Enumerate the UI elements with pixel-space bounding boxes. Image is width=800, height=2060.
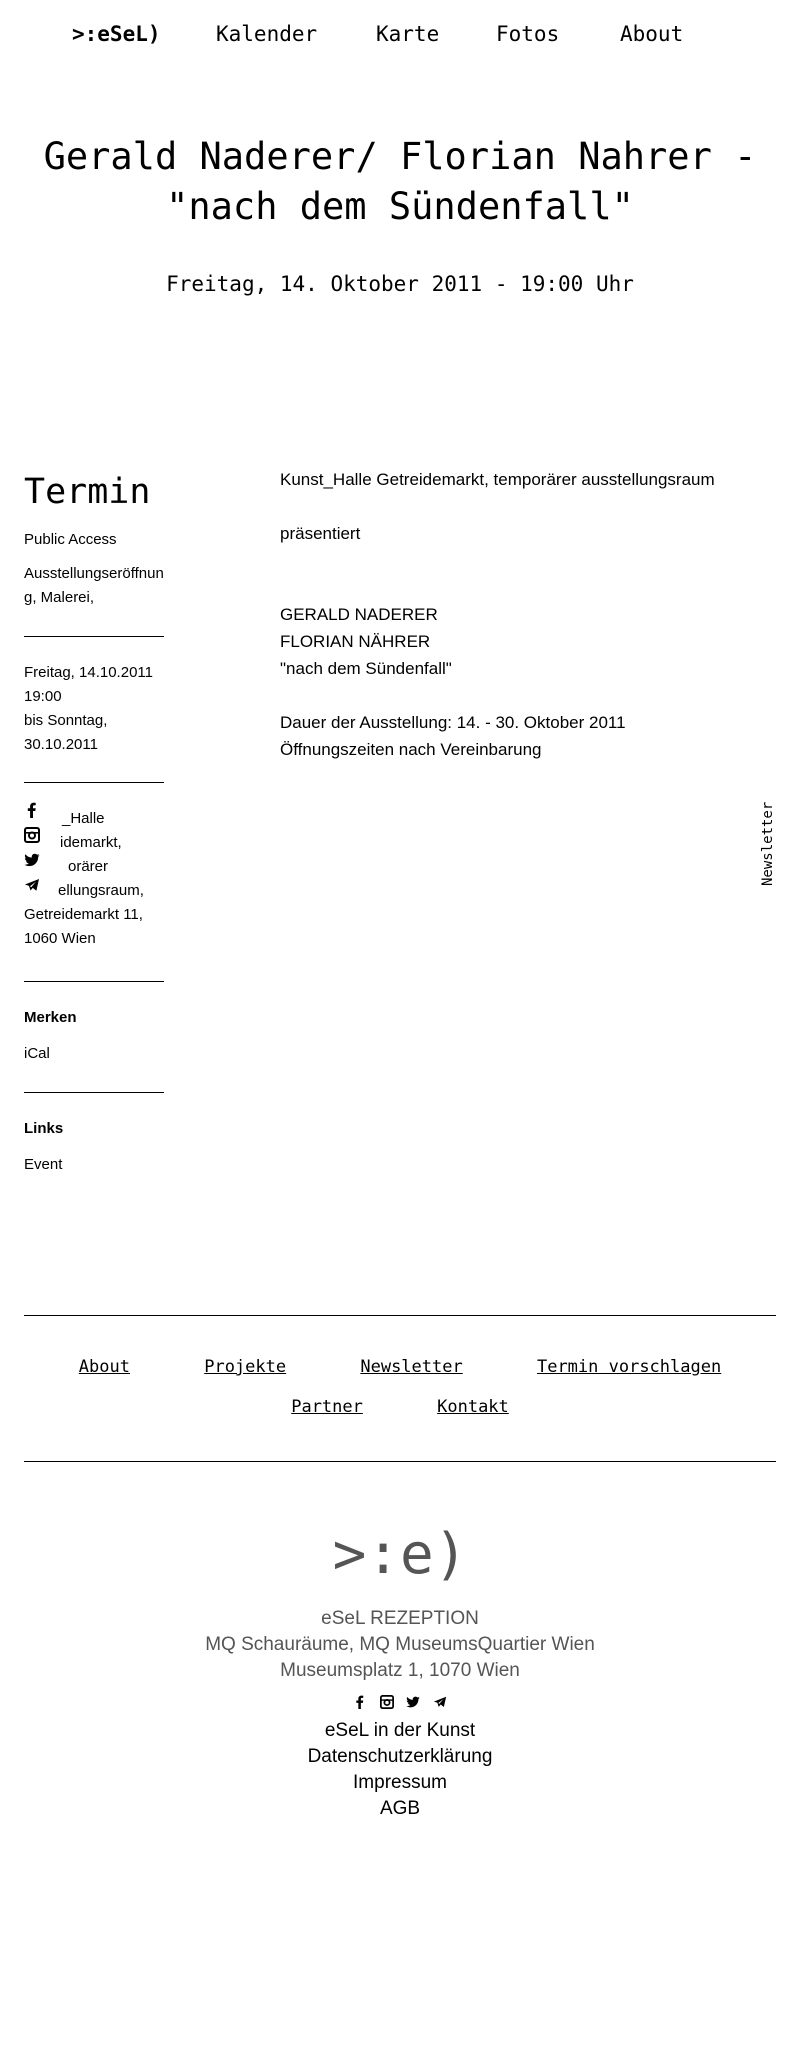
footer-link-esel-in-der-kunst[interactable]: eSeL in der Kunst xyxy=(324,1720,476,1741)
event-title-line-2: "nach dem Sündenfall" xyxy=(166,185,634,228)
date-end: 30.10.2011 xyxy=(24,736,98,753)
links-heading: Links xyxy=(24,1120,64,1137)
footer-link-datenschutz[interactable]: Datenschutzerklärung xyxy=(307,1746,493,1767)
event-title xyxy=(40,132,760,232)
event-location xyxy=(24,807,164,951)
telegram-icon[interactable] xyxy=(24,877,40,893)
address-line-2: MQ Schauräume, MQ MuseumsQuartier Wien xyxy=(205,1634,595,1655)
footer-link-partner[interactable]: Partner xyxy=(291,1397,363,1417)
footer-link-termin-vorschlagen[interactable]: Termin vorschlagen xyxy=(536,1357,722,1377)
event-datetime xyxy=(24,661,164,757)
instagram-icon[interactable] xyxy=(380,1695,394,1709)
termin-heading: Termin xyxy=(24,472,151,512)
category-label[interactable]: Public Access xyxy=(24,531,117,548)
event-title-line-1: Gerald Naderer/ Florian Nahrer - xyxy=(43,135,757,178)
artist-1: GERALD NADERER xyxy=(280,605,438,624)
hours-text: Öffnungszeiten nach Vereinbarung xyxy=(280,740,542,759)
ical-link[interactable]: iCal xyxy=(24,1045,50,1062)
event-link[interactable]: Event xyxy=(24,1156,63,1173)
location-line-1: _Halle xyxy=(62,810,105,827)
event-date-line: Freitag, 14. Oktober 2011 - 19:00 Uhr xyxy=(166,272,634,296)
instagram-icon[interactable] xyxy=(24,827,40,843)
address-line-1: eSeL REZEPTION xyxy=(321,1608,479,1629)
date-start: Freitag, 14.10.2011 xyxy=(24,664,153,681)
event-sidebar xyxy=(24,470,164,610)
work-title: "nach dem Sündenfall" xyxy=(280,659,452,678)
nav-item-kalender[interactable]: Kalender xyxy=(216,22,318,46)
venue-text: Kunst_Halle Getreidemarkt, temporärer ausstellungsraum xyxy=(280,470,715,489)
footer-divider xyxy=(24,1315,776,1316)
sidebar-divider xyxy=(24,636,164,637)
footer-link-agb[interactable]: AGB xyxy=(379,1798,421,1819)
newsletter-side-tab[interactable]: Newsletter xyxy=(760,801,776,886)
location-line-3: orärer xyxy=(68,858,109,875)
sidebar-divider xyxy=(24,981,164,982)
tags-label: Ausstellungseröffnung, Malerei, xyxy=(24,565,164,606)
footer-divider xyxy=(24,1461,776,1462)
footer-social-icons xyxy=(0,1693,800,1711)
footer-link-about[interactable]: About xyxy=(78,1357,130,1377)
location-line-2: idemarkt, xyxy=(60,834,122,851)
sidebar-divider xyxy=(24,782,164,783)
location-line-5: Getreidemarkt 11, xyxy=(24,906,143,923)
time-start: 19:00 xyxy=(24,688,62,705)
duration-text: Dauer der Ausstellung: 14. - 30. Oktober 2011 xyxy=(280,713,626,732)
twitter-icon[interactable] xyxy=(406,1695,420,1709)
merken-heading: Merken xyxy=(24,1009,77,1026)
location-line-6: 1060 Wien xyxy=(24,930,96,947)
date-end-label: bis Sonntag, xyxy=(24,712,108,729)
footer-logo: >:e) xyxy=(332,1522,468,1587)
share-icons xyxy=(24,802,42,902)
footer-bottom-links xyxy=(0,1718,800,1822)
site-logo[interactable]: >:eSeL) xyxy=(72,22,161,46)
merken-section xyxy=(24,1006,164,1066)
footer-link-impressum[interactable]: Impressum xyxy=(353,1772,447,1793)
telegram-icon[interactable] xyxy=(433,1695,447,1709)
links-section xyxy=(24,1117,164,1177)
footer-link-newsletter[interactable]: Newsletter xyxy=(360,1357,463,1377)
twitter-icon[interactable] xyxy=(24,852,40,868)
footer-link-projekte[interactable]: Projekte xyxy=(204,1357,287,1377)
facebook-icon[interactable] xyxy=(353,1695,367,1709)
address-line-3: Museumsplatz 1, 1070 Wien xyxy=(280,1660,520,1681)
footer-address xyxy=(0,1606,800,1684)
event-description xyxy=(280,466,780,763)
sidebar-divider xyxy=(24,1092,164,1093)
footer-links-row-2 xyxy=(0,1397,800,1417)
top-nav xyxy=(0,22,800,52)
footer-link-kontakt[interactable]: Kontakt xyxy=(437,1397,509,1417)
footer-links-row-1 xyxy=(0,1357,800,1377)
presents-text: präsentiert xyxy=(280,524,361,543)
nav-item-about[interactable]: About xyxy=(620,22,684,46)
facebook-icon[interactable] xyxy=(24,802,40,818)
nav-item-fotos[interactable]: Fotos xyxy=(496,22,560,46)
artist-2: FLORIAN NÄHRER xyxy=(280,632,431,651)
location-line-4: ellungsraum, xyxy=(58,882,144,899)
nav-item-karte[interactable]: Karte xyxy=(376,22,440,46)
